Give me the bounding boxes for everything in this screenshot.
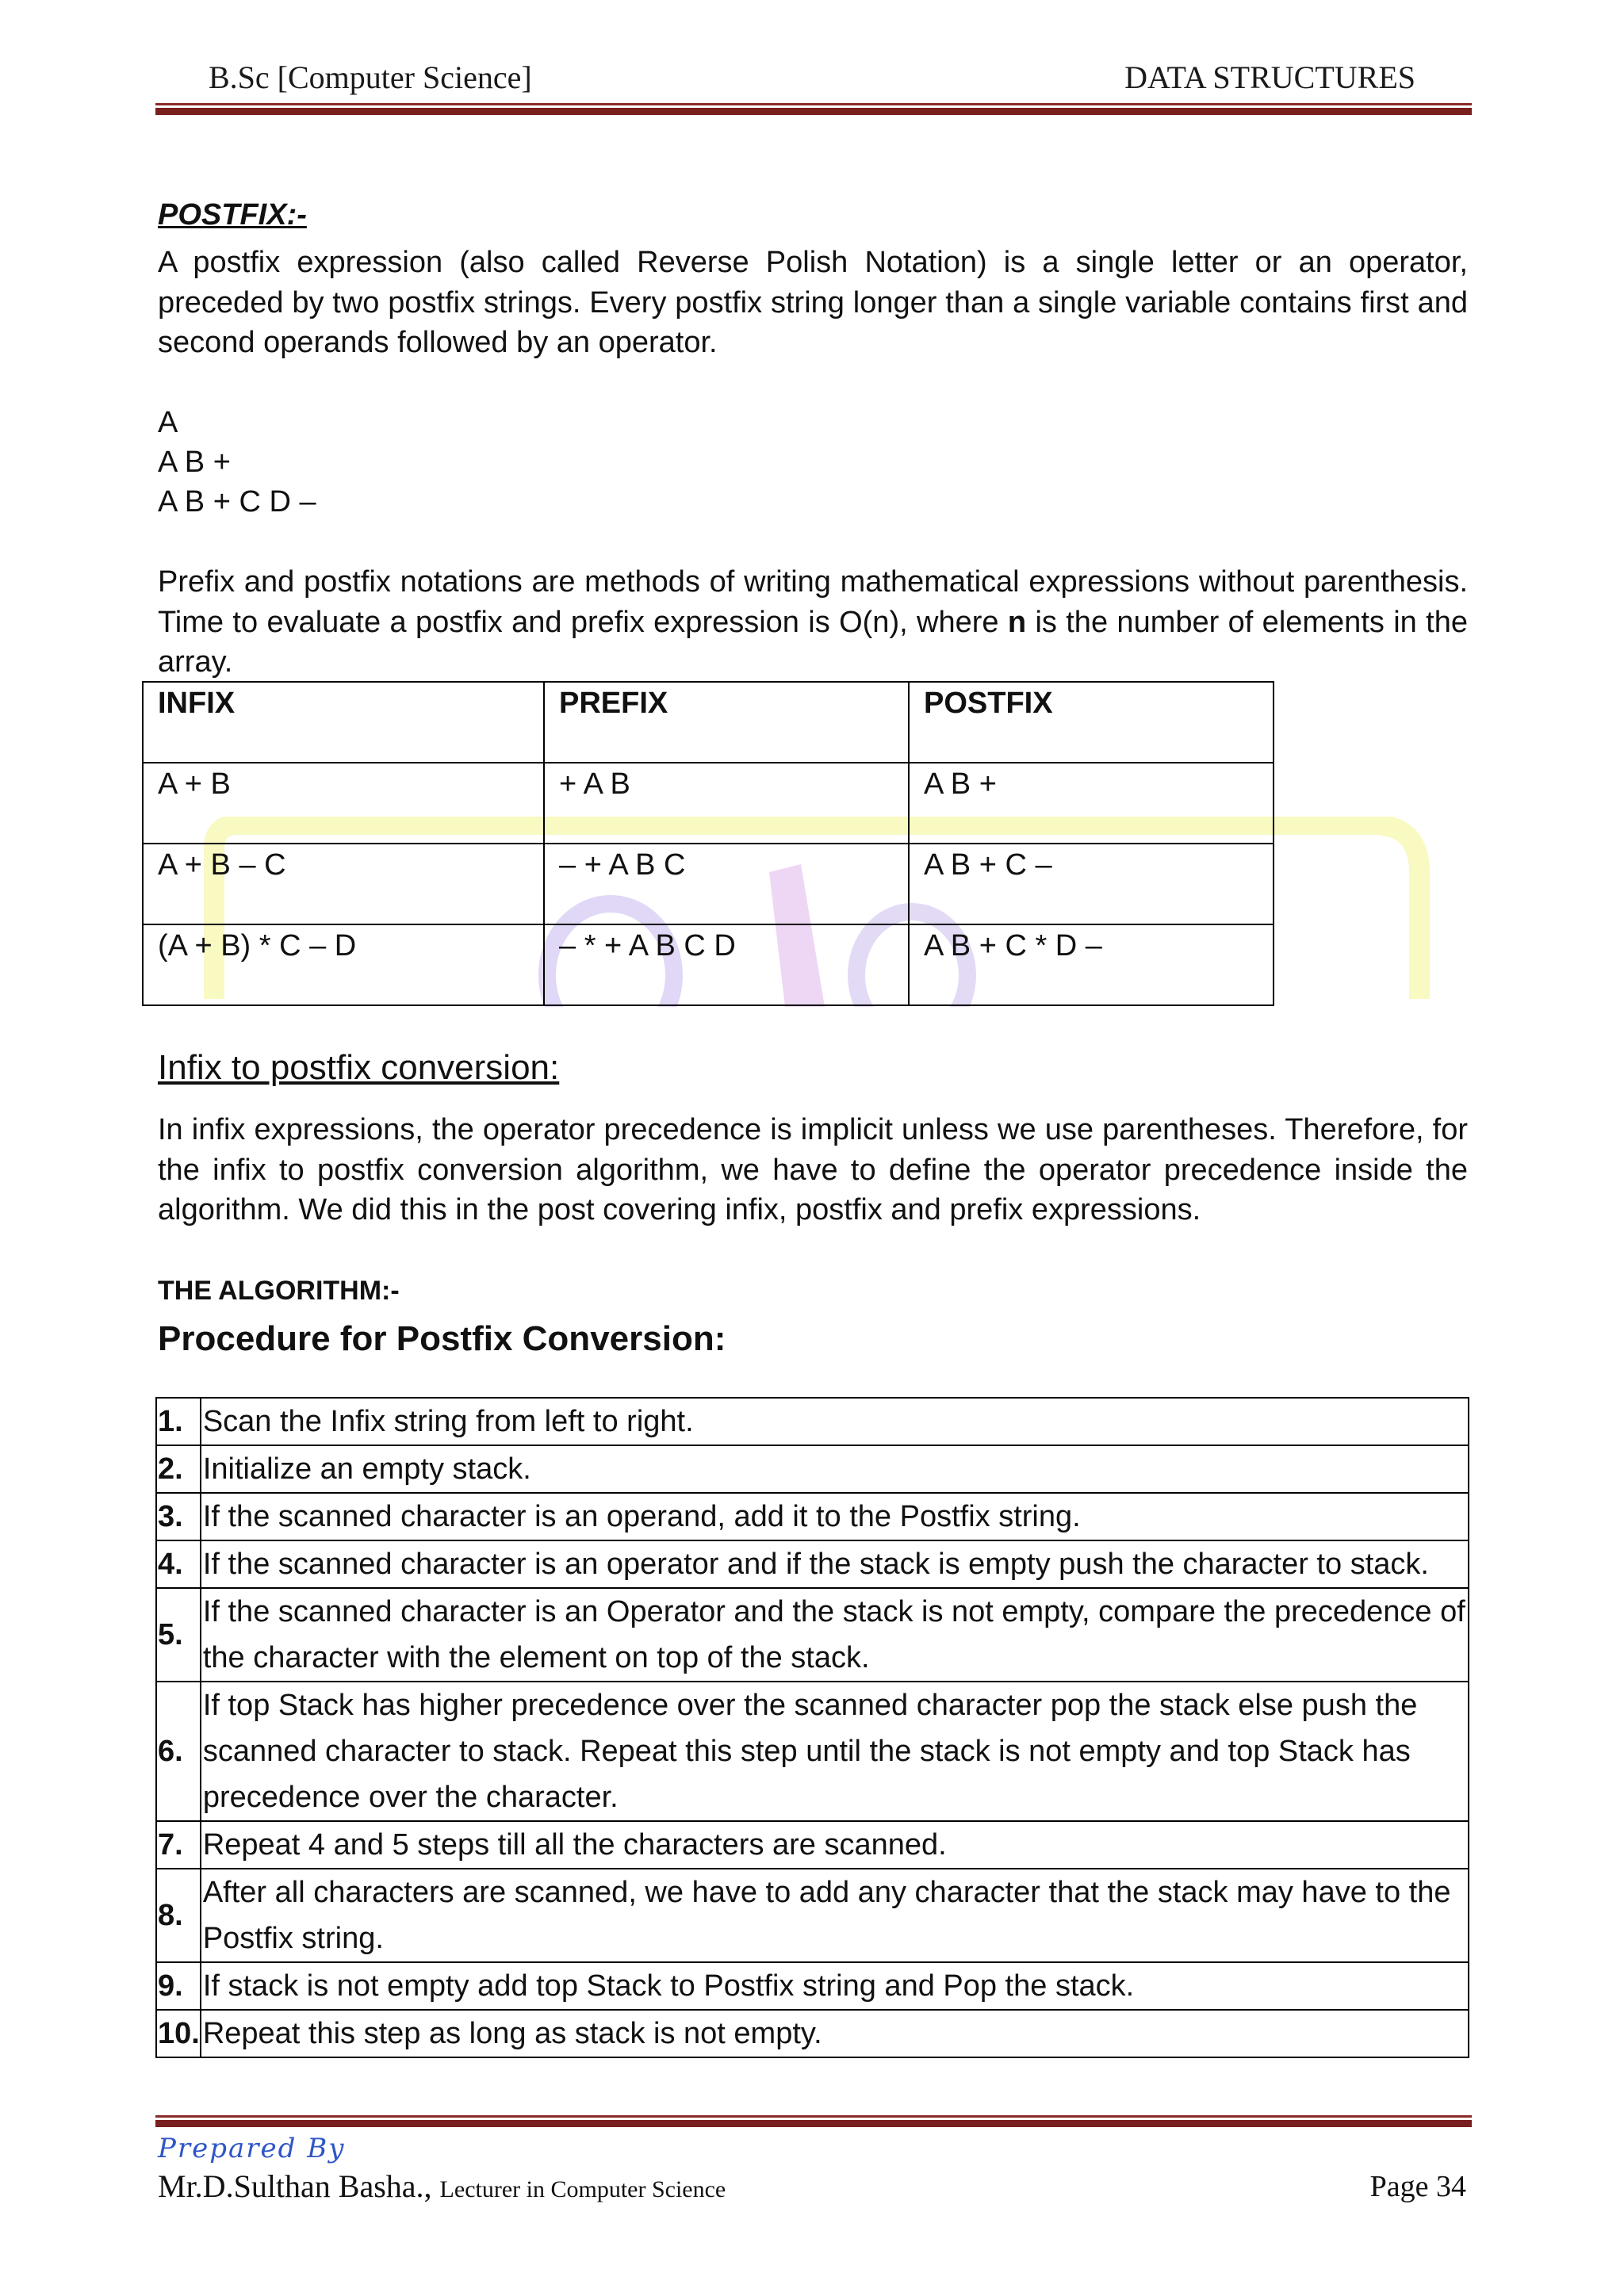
step-row xyxy=(156,2010,1469,2057)
step-text: If the scanned character is an Operator and the stack is not empty, compare the precedence of the character with the element on top of the stack. xyxy=(201,1588,1469,1682)
cell-infix: A + B – C xyxy=(143,844,544,924)
step-number: 1. xyxy=(156,1398,201,1445)
step-number: 9. xyxy=(156,1962,201,2010)
cell-postfix: A B + C * D – xyxy=(909,924,1274,1005)
step-text: After all characters are scanned, we have to add any character that the stack may have to the Postfix string. xyxy=(201,1869,1469,1962)
footer-rule-thick xyxy=(155,2120,1472,2127)
step-number: 3. xyxy=(156,1493,201,1540)
step-row xyxy=(156,1445,1469,1493)
notes-text-a: Prefix and postfix notations are methods of writing mathematical expressions without parenthesis. Time to evaluate a postfix and prefix expression is O(n), where xyxy=(158,565,1468,639)
steps-table xyxy=(155,1397,1469,2058)
notes-text-b: is the number of elements in the array. xyxy=(158,605,1468,679)
page-number: Page 34 xyxy=(1369,2170,1466,2203)
footer-rule-thin xyxy=(155,2115,1472,2118)
step-text: If the scanned character is an operator and if the stack is empty push the character to stack. xyxy=(201,1540,1469,1588)
cell-prefix: + A B xyxy=(544,763,909,844)
notes-n: n xyxy=(1007,605,1027,639)
step-text: If stack is not empty add top Stack to Postfix string and Pop the stack. xyxy=(201,1962,1469,2010)
step-text: If top Stack has higher precedence over the scanned character pop the stack else push the scanned character to stack. Repeat this step until the stack is not empty and top Stack has precedence over the character. xyxy=(201,1682,1469,1821)
cell-prefix: – * + A B C D xyxy=(544,924,909,1005)
step-row xyxy=(156,1540,1469,1588)
step-text: Repeat 4 and 5 steps till all the characters are scanned. xyxy=(201,1821,1469,1869)
step-text: Initialize an empty stack. xyxy=(201,1445,1469,1493)
cell-infix: (A + B) * C – D xyxy=(143,924,544,1005)
header-infix: INFIX xyxy=(143,682,544,763)
header-prefix: PREFIX xyxy=(544,682,909,763)
step-number: 7. xyxy=(156,1821,201,1869)
cell-postfix: A B + C – xyxy=(909,844,1274,924)
postfix-label: POSTFIX:- xyxy=(158,198,307,232)
header-postfix: POSTFIX xyxy=(909,682,1274,763)
step-row xyxy=(156,1682,1469,1821)
postfix-example-2: A B + xyxy=(158,446,231,479)
step-number: 5. xyxy=(156,1588,201,1682)
step-number: 8. xyxy=(156,1869,201,1962)
conversion-heading: Infix to postfix conversion: xyxy=(158,1048,560,1087)
author-role: Lecturer in Computer Science xyxy=(439,2176,726,2202)
cell-prefix: – + A B C xyxy=(544,844,909,924)
header-subject: DATA STRUCTURES xyxy=(1124,59,1415,95)
postfix-notes xyxy=(158,562,1468,683)
step-number: 10. xyxy=(156,2010,201,2057)
table-row xyxy=(143,924,1274,1005)
author-name: Mr.D.Sulthan Basha., xyxy=(158,2168,432,2204)
notation-table xyxy=(142,681,1274,1006)
step-text: Scan the Infix string from left to right. xyxy=(201,1398,1469,1445)
cell-postfix: A B + xyxy=(909,763,1274,844)
cell-infix: A + B xyxy=(143,763,544,844)
step-number: 6. xyxy=(156,1682,201,1821)
step-row xyxy=(156,1493,1469,1540)
postfix-example-3: A B + C D – xyxy=(158,485,316,519)
postfix-description: A postfix expression (also called Reverse Polish Notation) is a single letter or an operator, preceded by two postfix strings. Every postfix string longer than a single variable contains first and second operands followed by an operator. xyxy=(158,246,1468,359)
step-text: If the scanned character is an operand, add it to the Postfix string. xyxy=(201,1493,1469,1540)
author-line xyxy=(158,2168,726,2205)
step-row xyxy=(156,1398,1469,1445)
header-rule-thick xyxy=(155,108,1472,115)
header-rule-thin xyxy=(155,103,1472,105)
step-row xyxy=(156,1869,1469,1962)
conversion-text: In infix expressions, the operator precedence is implicit unless we use parentheses. Therefore, for the infix to postfix conversion algorithm, we have to define the operator precedence inside the algorithm. We did this in the post covering infix, postfix and prefix expressions. xyxy=(158,1113,1468,1226)
step-row xyxy=(156,1588,1469,1682)
step-number: 2. xyxy=(156,1445,201,1493)
table-row xyxy=(143,763,1274,844)
step-row xyxy=(156,1821,1469,1869)
notation-header-row xyxy=(143,682,1274,763)
step-number: 4. xyxy=(156,1540,201,1588)
prepared-by: Prepared By xyxy=(158,2133,346,2164)
step-row xyxy=(156,1962,1469,2010)
postfix-example-1: A xyxy=(158,406,178,439)
procedure-title: Procedure for Postfix Conversion: xyxy=(158,1319,726,1358)
table-row xyxy=(143,844,1274,924)
step-text: Repeat this step as long as stack is not empty. xyxy=(201,2010,1469,2057)
header-course: B.Sc [Computer Science] xyxy=(209,59,532,95)
algorithm-label: THE ALGORITHM:- xyxy=(158,1276,400,1306)
